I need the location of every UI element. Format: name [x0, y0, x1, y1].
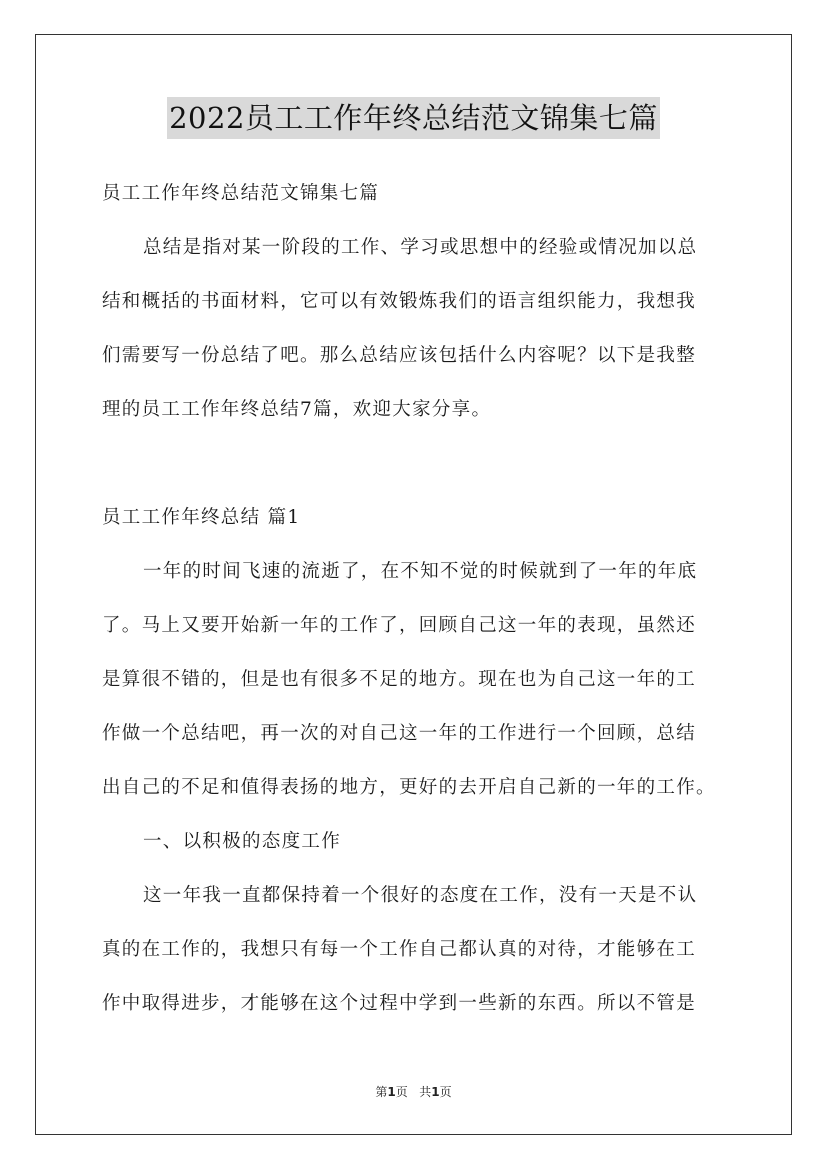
total-prefix: 共: [419, 1085, 432, 1099]
paragraph-1-line-5: 出自己的不足和值得表扬的地方，更好的去开启自己新的一年的工作。: [102, 777, 716, 798]
title-container: [0, 97, 827, 139]
page-number: 1: [387, 1085, 396, 1099]
paragraph-2-line-3: 作中取得进步，才能够在这个过程中学到一些新的东西。所以不管是: [102, 993, 697, 1014]
paragraph-2-line-1: 这一年我一直都保持着一个很好的态度在工作，没有一天是不认: [143, 885, 698, 906]
total-suffix: 页: [439, 1085, 452, 1099]
intro-line-2: 结和概括的书面材料，它可以有效锻炼我们的语言组织能力，我想我: [102, 291, 697, 312]
sub-heading: 一、以积极的态度工作: [143, 831, 342, 852]
paragraph-2-line-2: 真的在工作的，我想只有每一个工作自己都认真的对待，才能够在工: [102, 939, 697, 960]
page-prefix: 第: [375, 1085, 388, 1099]
section-heading: 员工工作年终总结 篇1: [102, 507, 301, 528]
paragraph-1-line-1: 一年的时间飞速的流逝了，在不知不觉的时候就到了一年的年底: [143, 561, 698, 582]
total-number: 1: [431, 1085, 440, 1099]
page-footer: [0, 1084, 827, 1100]
document-title: 2022员工工作年终总结范文锦集七篇: [167, 97, 660, 139]
paragraph-1-line-4: 作做一个总结吧，再一次的对自己这一年的工作进行一个回顾，总结: [102, 723, 697, 744]
paragraph-1-line-2: 了。马上又要开始新一年的工作了，回顾自己这一年的表现，虽然还: [102, 615, 697, 636]
paragraph-1-line-3: 是算很不错的，但是也有很多不足的地方。现在也为自己这一年的工: [102, 669, 697, 690]
document-subtitle: 员工工作年终总结范文锦集七篇: [102, 183, 380, 204]
page-suffix: 页: [395, 1085, 408, 1099]
intro-line-3: 们需要写一份总结了吧。那么总结应该包括什么内容呢？以下是我整: [102, 345, 697, 366]
intro-line-4: 理的员工工作年终总结7篇，欢迎大家分享。: [102, 399, 492, 420]
intro-line-1: 总结是指对某一阶段的工作、学习或思想中的经验或情况加以总: [143, 237, 698, 258]
